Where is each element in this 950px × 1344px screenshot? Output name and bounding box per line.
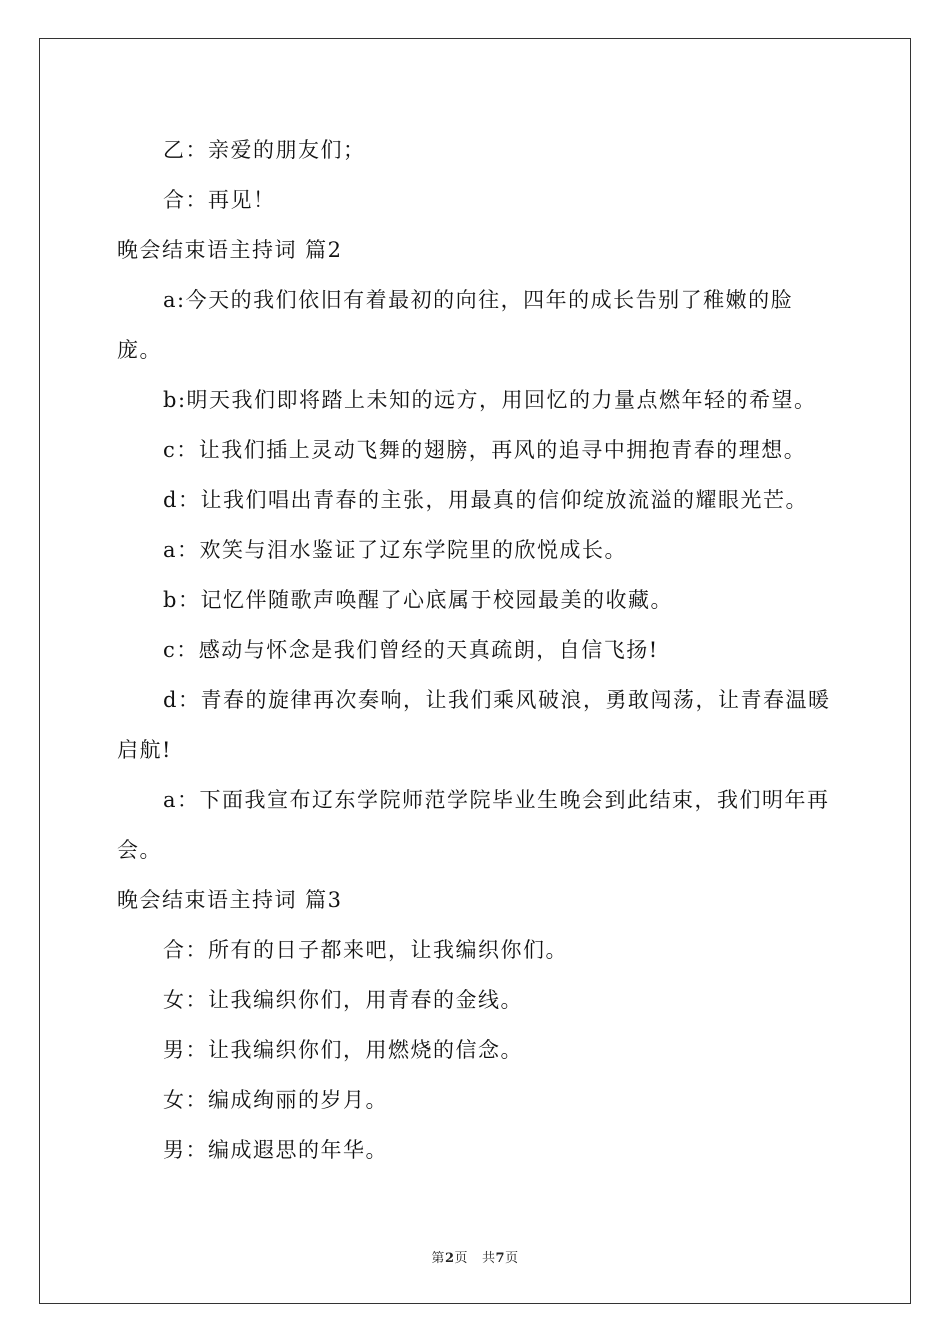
paragraph: c：让我们插上灵动飞舞的翅膀，再风的追寻中拥抱青春的理想。 [163,438,807,462]
page-suffix: 页 [454,1251,468,1266]
total-suffix: 页 [505,1251,519,1266]
paragraph: d：青春的旋律再次奏响，让我们乘风破浪，勇敢闯荡，让青春温暖启航! [117,688,831,762]
page-prefix: 第 [431,1251,445,1266]
paragraph: a：欢笑与泪水鉴证了辽东学院里的欣悦成长。 [163,538,628,562]
section-heading: 晚会结束语主持词 篇2 [117,238,343,262]
section-heading: 晚会结束语主持词 篇3 [117,888,343,912]
paragraph: 女：让我编织你们，用青春的金线。 [163,988,523,1012]
total-pages: 7 [495,1251,506,1266]
page-number: 2 [444,1251,455,1266]
total-prefix: 共 [482,1251,496,1266]
paragraph: c：感动与怀念是我们曾经的天真疏朗，自信飞扬! [163,638,659,662]
paragraph: d：让我们唱出青春的主张，用最真的信仰绽放流溢的耀眼光芒。 [163,488,808,512]
paragraph: 男：让我编织你们，用燃烧的信念。 [163,1038,523,1062]
paragraph: 合：所有的日子都来吧，让我编织你们。 [163,938,568,962]
paragraph: 乙：亲爱的朋友们； [163,138,366,162]
page-footer [0,1247,950,1266]
paragraph: 合：再见！ [163,188,276,212]
paragraph: 女：编成绚丽的岁月。 [163,1088,388,1112]
paragraph: b:明天我们即将踏上未知的远方，用回忆的力量点燃年轻的希望。 [163,388,817,412]
paragraph: a：下面我宣布辽东学院师范学院毕业生晚会到此结束，我们明年再会。 [117,788,830,862]
paragraph: b：记忆伴随歌声唤醒了心底属于校园最美的收藏。 [163,588,673,612]
paragraph: a:今天的我们依旧有着最初的向往，四年的成长告别了稚嫩的脸庞。 [117,288,794,362]
paragraph: 男：编成遐思的年华。 [163,1138,388,1162]
document-body [117,125,837,1175]
